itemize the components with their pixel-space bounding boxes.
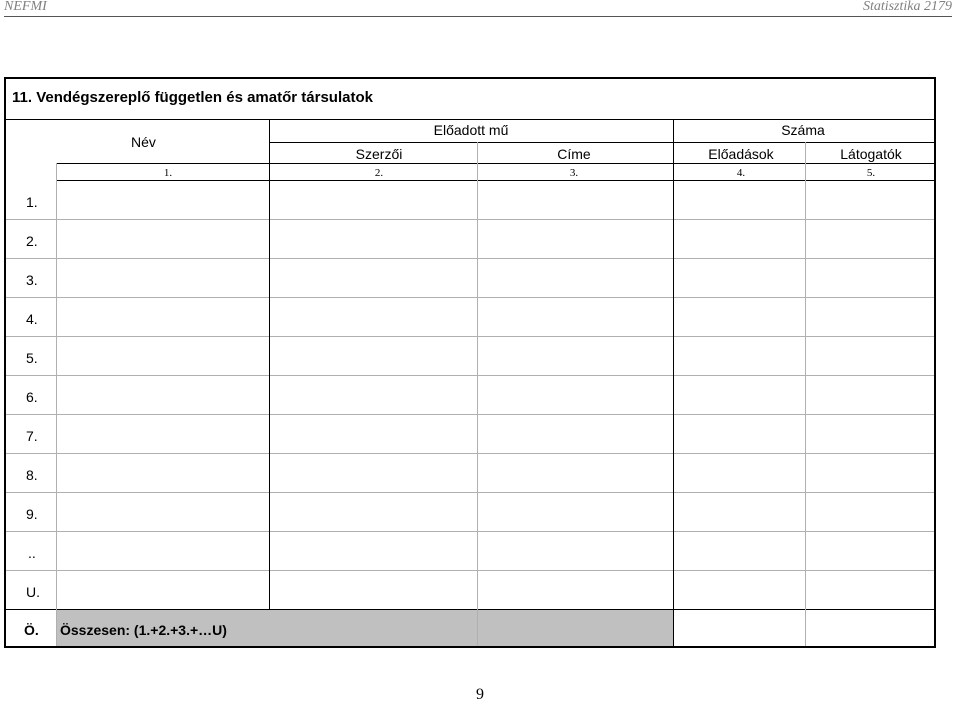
group-header-count: Száma <box>781 122 825 138</box>
page-number: 9 <box>476 686 484 703</box>
row-label: 9. <box>26 506 38 522</box>
table-top-rule <box>6 119 934 120</box>
row-label: U. <box>26 584 40 600</box>
subheader-rule <box>269 142 934 143</box>
row-label: 2. <box>26 233 38 249</box>
header-left: NEFMI <box>4 0 47 14</box>
row-label: 6. <box>26 389 38 405</box>
col-divider <box>269 119 270 609</box>
col-number: 1. <box>163 167 173 179</box>
col-header-title: Címe <box>557 146 591 162</box>
row-rule <box>6 258 934 259</box>
row-rule <box>6 219 934 220</box>
row-label: 8. <box>26 467 38 483</box>
col-number: 5. <box>866 167 876 179</box>
table-frame <box>4 77 936 648</box>
col-header-visitors: Látogatók <box>840 146 902 162</box>
total-row-label: Ö. <box>24 622 39 638</box>
group-header-work: Előadott mű <box>433 122 509 138</box>
section-title: 11. Vendégszereplő független és amatőr társulatok <box>12 89 373 106</box>
row-rule <box>6 570 934 571</box>
col-number: 4. <box>736 167 746 179</box>
row-label: 4. <box>26 311 38 327</box>
row-rule <box>6 492 934 493</box>
row-rule <box>6 336 934 337</box>
col-divider <box>477 142 478 646</box>
col-header-performances: Előadások <box>708 146 774 162</box>
row-label: 7. <box>26 428 38 444</box>
row-label: .. <box>28 545 36 561</box>
row-label: 5. <box>26 350 38 366</box>
col-header-name: Név <box>131 134 156 150</box>
total-row-rule <box>6 609 934 610</box>
col-header-author: Szerzői <box>355 146 403 162</box>
col-number: 2. <box>374 167 384 179</box>
row-rule <box>6 375 934 376</box>
header-bottom-rule <box>56 163 934 164</box>
row-rule <box>6 414 934 415</box>
total-row-text: Összesen: (1.+2.+3.+…U) <box>60 622 227 638</box>
col-divider <box>56 163 57 646</box>
col-number: 3. <box>569 167 579 179</box>
numbers-rule <box>56 180 934 181</box>
row-rule <box>6 453 934 454</box>
row-label: 3. <box>26 272 38 288</box>
row-rule <box>6 531 934 532</box>
row-rule <box>6 297 934 298</box>
running-header <box>4 0 952 17</box>
col-divider <box>805 142 806 646</box>
col-divider <box>673 119 674 646</box>
row-label: 1. <box>26 194 38 210</box>
header-right: Statisztika 2179 <box>862 0 952 14</box>
